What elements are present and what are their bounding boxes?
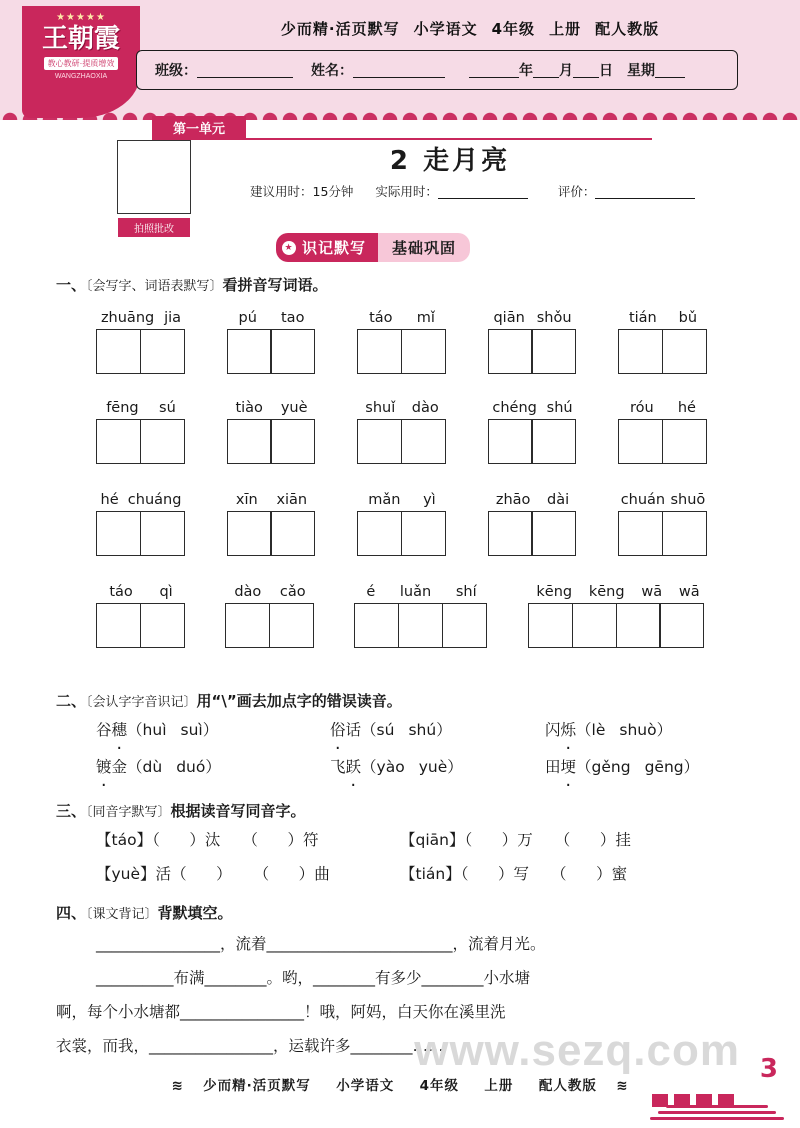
q3-blank[interactable]: （ ） [460, 865, 514, 883]
q2-item [96, 755, 221, 777]
footer-part-3: 上册 [484, 1078, 514, 1094]
pinyin-syllable: zhāo [495, 492, 531, 508]
q4-line[interactable]: __________布满________。哟，________有多少________小水塘 [96, 969, 531, 987]
page-bottom-edge [0, 1122, 800, 1128]
writing-cell[interactable] [227, 511, 272, 556]
pinyin-text [96, 492, 186, 508]
pinyin-text [96, 400, 186, 416]
pinyin-syllable: hé [100, 492, 119, 508]
writing-cell[interactable] [531, 419, 576, 464]
dotted-char: 穗 [111, 721, 128, 739]
pinyin-syllable: é [366, 584, 376, 600]
pinyin-text [528, 584, 708, 600]
pinyin-syllable: hé [677, 400, 696, 416]
q2-item [545, 718, 672, 740]
q3-number: 三、 [56, 802, 87, 820]
pinyin-syllable: qiān [493, 310, 525, 326]
writing-cell[interactable] [572, 603, 617, 648]
pinyin-syllable: wā [641, 584, 663, 600]
writing-cell[interactable] [96, 419, 141, 464]
field-year-label: 年 [519, 63, 533, 79]
paren-close: ） [202, 721, 219, 739]
writing-cell[interactable] [401, 511, 446, 556]
pinyin-group [96, 400, 186, 464]
writing-cell[interactable] [227, 419, 272, 464]
paren-close: ） [447, 758, 463, 776]
pinyin-syllable: shuō [670, 492, 706, 508]
title-part-1: 小学语文 [413, 20, 478, 38]
watermark: www.sezq.com [414, 1026, 740, 1075]
writing-grid[interactable] [488, 329, 578, 374]
q3-blank[interactable]: （ ） [171, 865, 232, 883]
writing-cell[interactable] [618, 511, 663, 556]
writing-cell[interactable] [401, 419, 446, 464]
pinyin-syllable: shuǐ [365, 400, 396, 416]
pinyin-syllable: chuán [620, 492, 666, 508]
writing-cell[interactable] [140, 419, 185, 464]
writing-cell[interactable] [662, 511, 707, 556]
pinyin-syllable: kēng [536, 584, 573, 600]
writing-grid[interactable] [618, 329, 708, 374]
pinyin-text [618, 310, 708, 326]
qr-block [110, 140, 198, 237]
logo-stars: ★★★★★ [56, 12, 106, 23]
word-char: 田 [545, 758, 561, 776]
writing-grid[interactable] [354, 603, 489, 648]
writing-grid[interactable] [357, 511, 447, 556]
q3-blank[interactable]: （ ） [152, 831, 205, 849]
pinyin-text [357, 310, 447, 326]
q3-pinyin: 【yuè】 [96, 865, 156, 883]
writing-grid[interactable] [225, 603, 315, 648]
reading-option[interactable]: yuè [418, 758, 448, 776]
pinyin-syllable: bǔ [678, 310, 698, 326]
pinyin-syllable: xīn [235, 492, 258, 508]
field-class [155, 60, 293, 80]
reading-option[interactable]: dù [142, 758, 163, 776]
q3-tag: 〔同音字默写〕 [86, 805, 171, 820]
paren-close: ） [683, 758, 700, 776]
pinyin-group [225, 584, 315, 648]
pinyin-text [618, 400, 708, 416]
pinyin-syllable: yì [423, 492, 436, 508]
word-char: 金 [111, 758, 128, 776]
q3-blank[interactable]: （ ） [464, 831, 518, 849]
qr-code-icon[interactable] [117, 140, 191, 214]
title-part-4: 配人教版 [595, 20, 660, 38]
section-pill [276, 233, 470, 262]
writing-cell[interactable] [488, 329, 533, 374]
q3-blank[interactable]: （ ） [551, 865, 612, 883]
reading-option[interactable]: gěng [591, 758, 631, 776]
writing-cell[interactable] [616, 603, 661, 648]
page-number: 3 [759, 1054, 778, 1084]
footer-mark-right: ≋ [616, 1078, 629, 1094]
q4-tag: 〔课文背记〕 [86, 907, 158, 922]
paren-open: （ [127, 758, 143, 776]
writing-cell[interactable] [528, 603, 573, 648]
dotted-char: 镀 [96, 758, 112, 776]
pinyin-group [618, 310, 708, 374]
pinyin-group [227, 310, 317, 374]
pinyin-syllable: zhuāng [100, 310, 155, 326]
field-name-label: 姓名： [311, 63, 353, 79]
paren-open: （ [127, 721, 143, 739]
writing-cell[interactable] [357, 329, 402, 374]
q4-line[interactable]: ________________，流着________________________，流着月光。 [96, 935, 546, 953]
pinyin-syllable: yuè [280, 400, 308, 416]
q3-blank[interactable]: （ ） [253, 865, 315, 883]
q3-suffix: 曲 [314, 865, 330, 883]
pinyin-syllable: chuáng [127, 492, 182, 508]
page-title [170, 18, 770, 39]
writing-grid[interactable] [357, 419, 447, 464]
pinyin-group [96, 310, 186, 374]
q3-blank[interactable]: （ ） [242, 831, 303, 849]
pinyin-syllable: wā [678, 584, 700, 600]
rating-label: 评价： [557, 184, 596, 199]
writing-cell[interactable] [357, 511, 402, 556]
writing-cell[interactable] [488, 419, 533, 464]
footer-decoration [614, 1094, 784, 1120]
q4-text: 背默填空。 [157, 904, 233, 922]
pinyin-text [357, 400, 447, 416]
q3-text: 根据读音写同音字。 [170, 802, 306, 820]
writing-cell[interactable] [225, 603, 270, 648]
pinyin-syllable: fēng [106, 400, 139, 416]
pinyin-syllable: tiào [235, 400, 263, 416]
writing-cell[interactable] [269, 603, 314, 648]
q2-item [96, 718, 218, 740]
section-pill-right: 基础巩固 [378, 233, 470, 262]
q2-number: 二、 [56, 692, 87, 710]
q1-text: 看拼音写词语。 [222, 276, 328, 294]
question-3-heading [56, 800, 306, 821]
writing-cell[interactable] [270, 419, 315, 464]
writing-cell[interactable] [662, 329, 707, 374]
pinyin-text [618, 492, 708, 508]
pinyin-syllable: jia [164, 310, 182, 326]
pinyin-syllable: pú [238, 310, 257, 326]
reading-option[interactable]: duó [176, 758, 206, 776]
dotted-char: 埂 [560, 758, 577, 776]
unit-tag: 第一单元 [152, 116, 246, 138]
footer-part-2: 4年级 [419, 1078, 460, 1094]
writing-cell[interactable] [357, 419, 402, 464]
writing-grid[interactable] [96, 419, 186, 464]
q3-suffix: 汰 [204, 831, 221, 849]
field-date [469, 60, 685, 80]
writing-grid[interactable] [96, 603, 186, 648]
writing-cell[interactable] [270, 511, 315, 556]
pinyin-syllable: mǎn [368, 492, 401, 508]
writing-cell[interactable] [140, 603, 185, 648]
rating-input[interactable] [595, 184, 695, 199]
word-char: 闪 [545, 721, 561, 739]
lesson-time-row [250, 182, 740, 200]
writing-cell[interactable] [270, 329, 315, 374]
reading-option[interactable]: sú [376, 721, 395, 739]
pinyin-group [227, 400, 317, 464]
reading-option[interactable]: suì [180, 721, 203, 739]
pinyin-group [618, 400, 708, 464]
q3-item [400, 862, 627, 884]
writing-grid[interactable] [488, 511, 578, 556]
logo-subtitle: 教心教研·提质增效 [44, 57, 119, 70]
paren-open: （ [576, 721, 592, 739]
pinyin-syllable: cǎo [279, 584, 306, 600]
q2-text: 用“\”画去加点字的错误读音。 [196, 692, 402, 710]
pinyin-syllable: táo [369, 310, 393, 326]
word-char: 飞 [330, 758, 346, 776]
pinyin-syllable: róu [630, 400, 654, 416]
pinyin-syllable: dài [547, 492, 570, 508]
actual-time-label: 实际用时： [375, 184, 438, 199]
paren-close: ） [205, 758, 221, 776]
reading-option[interactable]: yào [376, 758, 405, 776]
q4-number: 四、 [56, 904, 87, 922]
writing-cell[interactable] [227, 329, 272, 374]
pinyin-group [488, 492, 578, 556]
pinyin-syllable: táo [109, 584, 133, 600]
writing-cell[interactable] [354, 603, 399, 648]
pinyin-syllable: shǒu [536, 310, 572, 326]
page-footer [0, 1074, 800, 1094]
q3-item [96, 828, 318, 850]
pinyin-group [357, 492, 447, 556]
pinyin-text [227, 310, 317, 326]
pinyin-syllable: chéng [492, 400, 537, 416]
pinyin-text [354, 584, 489, 600]
pinyin-group [357, 400, 447, 464]
writing-cell[interactable] [531, 511, 576, 556]
q3-suffix: 活 [155, 865, 172, 883]
question-2-heading [56, 690, 402, 711]
writing-grid[interactable] [227, 419, 317, 464]
title-part-2: 4年级 [491, 20, 536, 38]
page-header [0, 0, 800, 120]
field-weekday-label: 星期 [627, 63, 655, 79]
pinyin-syllable: mǐ [416, 310, 435, 326]
pinyin-syllable: qì [159, 584, 173, 600]
writing-cell[interactable] [398, 603, 443, 648]
paren-open: （ [361, 758, 377, 776]
field-name [311, 60, 445, 80]
q3-item [400, 828, 631, 850]
field-name-input[interactable] [353, 62, 445, 78]
q3-suffix: 挂 [615, 831, 631, 849]
field-month-input[interactable] [533, 62, 559, 78]
q3-pinyin: 【tián】 [400, 865, 461, 883]
pinyin-syllable: sú [159, 400, 176, 416]
writing-cell[interactable] [401, 329, 446, 374]
paren-open: （ [576, 758, 592, 776]
footer-part-0: 少而精·活页默写 [203, 1078, 311, 1094]
pinyin-syllable: shí [455, 584, 477, 600]
q2-item [330, 755, 463, 777]
word-char: 话 [345, 721, 362, 739]
q2-item [330, 718, 452, 740]
actual-time-input[interactable] [438, 184, 528, 199]
dotted-char: 俗 [330, 721, 346, 739]
pinyin-text [488, 400, 578, 416]
lesson-title: 2 走月亮 [389, 146, 511, 176]
reading-option[interactable]: shú [408, 721, 437, 739]
pinyin-text [225, 584, 315, 600]
writing-grid[interactable] [528, 603, 708, 648]
field-month-label: 月 [559, 63, 573, 79]
q3-item [96, 862, 330, 884]
star-icon: ★ [282, 241, 296, 255]
pinyin-syllable: dào [234, 584, 262, 600]
q3-suffix: 符 [302, 831, 319, 849]
pinyin-syllable: kēng [588, 584, 625, 600]
q4-line[interactable]: 啊，每个小水塘都________________！哦，阿妈，白天你在溪里洗 [56, 1003, 506, 1021]
writing-cell[interactable] [140, 511, 185, 556]
pinyin-group [528, 584, 708, 648]
q4-line[interactable]: 衣裳，而我，________________，运载许多________…… [56, 1037, 444, 1055]
writing-cell[interactable] [488, 511, 533, 556]
section-pill-left [276, 233, 378, 262]
q3-suffix: 万 [517, 831, 533, 849]
field-day-input[interactable] [573, 62, 599, 78]
q2-item [545, 755, 699, 777]
logo-pinyin: WANGZHAOXIA [54, 73, 108, 80]
footer-mark-left: ≋ [171, 1078, 184, 1094]
pinyin-syllable: xiān [276, 492, 308, 508]
dotted-char: 烁 [560, 721, 577, 739]
writing-grid[interactable] [96, 329, 186, 374]
pinyin-text [357, 492, 447, 508]
q3-pinyin: 【qiān】 [400, 831, 465, 849]
q3-suffix: 蜜 [611, 865, 628, 883]
writing-cell[interactable] [96, 329, 141, 374]
title-part-0: 少而精·活页默写 [280, 20, 400, 38]
writing-grid[interactable] [227, 329, 317, 374]
section-left-label: 识记默写 [302, 239, 367, 257]
paren-close: ） [656, 721, 673, 739]
pinyin-group [488, 310, 578, 374]
field-year-input[interactable] [469, 62, 519, 78]
writing-cell[interactable] [662, 419, 707, 464]
writing-cell[interactable] [442, 603, 487, 648]
pinyin-group [357, 310, 447, 374]
field-day-label: 日 [599, 63, 613, 79]
q3-blank[interactable]: （ ） [554, 831, 616, 849]
pinyin-text [488, 310, 578, 326]
writing-grid[interactable] [357, 329, 447, 374]
writing-cell[interactable] [618, 329, 663, 374]
q3-suffix: 写 [513, 865, 530, 883]
writing-grid[interactable] [96, 511, 186, 556]
writing-cell[interactable] [659, 603, 704, 648]
question-4-heading [56, 902, 233, 923]
field-class-label: 班级： [155, 63, 197, 79]
pinyin-text [227, 400, 317, 416]
pinyin-group [96, 492, 186, 556]
field-weekday-input[interactable] [655, 62, 685, 78]
reading-option[interactable]: shuò [619, 721, 657, 739]
pinyin-group [354, 584, 489, 648]
q2-tag: 〔会认字字音识记〕 [86, 695, 197, 710]
pinyin-syllable: tao [281, 310, 305, 326]
brand-logo [22, 6, 140, 118]
reading-option[interactable]: gēng [644, 758, 684, 776]
reading-option[interactable]: huì [142, 721, 167, 739]
pinyin-syllable: dào [411, 400, 439, 416]
footer-part-4: 配人教版 [538, 1078, 597, 1094]
student-info-box [136, 50, 738, 90]
q1-tag: 〔会写字、词语表默写〕 [86, 279, 223, 294]
pinyin-syllable: luǎn [399, 584, 432, 600]
field-class-input[interactable] [197, 62, 293, 78]
paren-close: ） [436, 721, 452, 739]
dotted-char: 跃 [345, 758, 362, 776]
pinyin-text [96, 584, 186, 600]
pinyin-text [488, 492, 578, 508]
writing-grid[interactable] [227, 511, 317, 556]
writing-cell[interactable] [531, 329, 576, 374]
paren-open: （ [361, 721, 377, 739]
question-1-heading [56, 274, 328, 295]
pinyin-text [227, 492, 317, 508]
writing-cell[interactable] [96, 511, 141, 556]
writing-grid[interactable] [618, 511, 708, 556]
pinyin-group [227, 492, 317, 556]
writing-cell[interactable] [140, 329, 185, 374]
suggested-time-label: 建议用时：15分钟 [250, 184, 354, 199]
logo-name: 王朝霞 [41, 24, 120, 54]
q3-pinyin: 【táo】 [96, 831, 153, 849]
footer-part-1: 小学语文 [336, 1078, 395, 1094]
q1-number: 一、 [56, 276, 87, 294]
writing-cell[interactable] [618, 419, 663, 464]
writing-grid[interactable] [488, 419, 578, 464]
pinyin-group [488, 400, 578, 464]
pinyin-syllable: tián [628, 310, 657, 326]
word-char: 谷 [96, 721, 112, 739]
reading-option[interactable]: lè [591, 721, 606, 739]
pinyin-syllable: shú [546, 400, 573, 416]
title-part-3: 上册 [549, 20, 582, 38]
qr-label: 拍照批改 [118, 218, 190, 237]
pinyin-group [96, 584, 186, 648]
pinyin-text [96, 310, 186, 326]
writing-grid[interactable] [618, 419, 708, 464]
writing-cell[interactable] [96, 603, 141, 648]
pinyin-group [618, 492, 708, 556]
